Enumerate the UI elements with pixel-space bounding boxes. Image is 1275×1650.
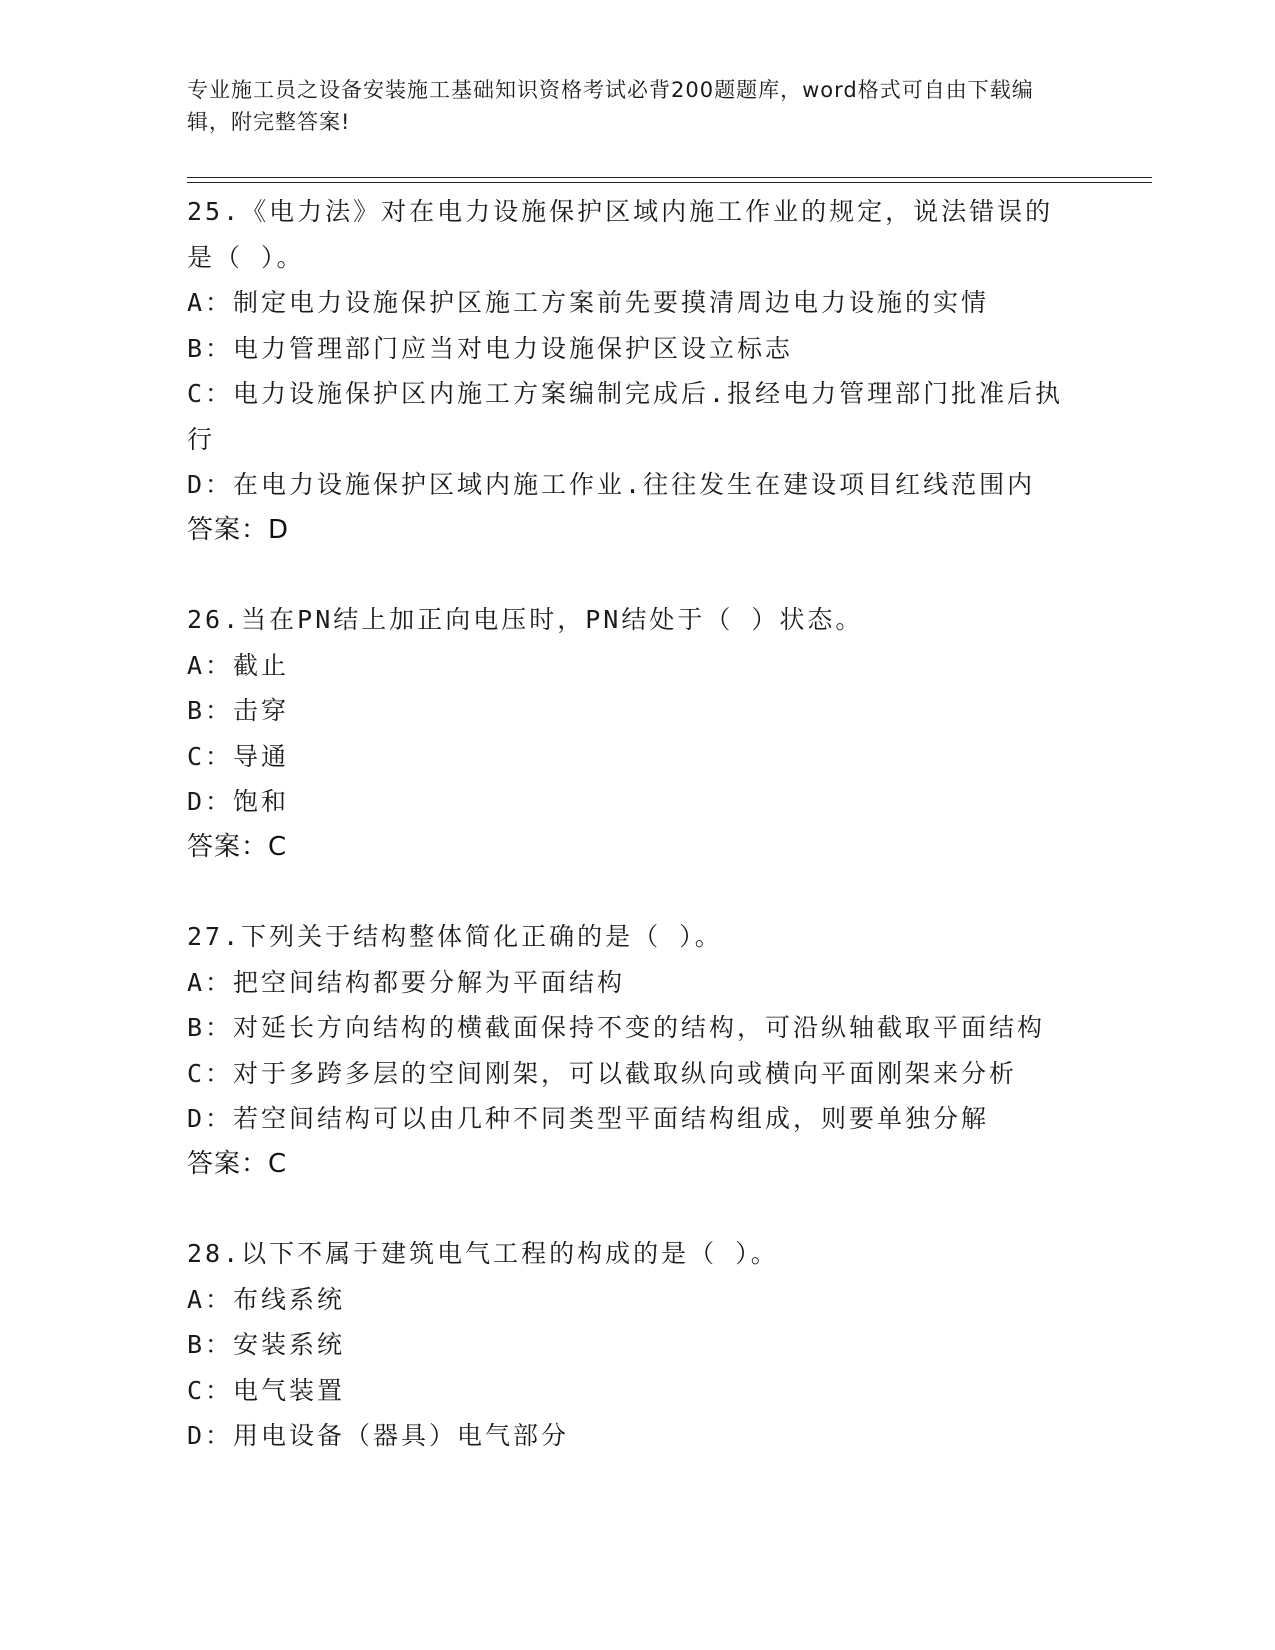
option-b: B：击穿 [187,696,290,725]
option-c: C：电气装置 [187,1375,346,1405]
header-rule-top [187,177,1152,178]
question-stem: 25.《电力法》对在电力设施保护区域内施工作业的规定，说法错误的是（ ）。 [187,197,1054,272]
question-25 [187,189,1087,553]
option-a: A：截止 [187,650,290,680]
question-stem: 28.以下不属于建筑电气工程的构成的是（ ）。 [187,1239,779,1268]
question-stem: 26.当在PN结上加正向电压时，PN结处于（ ）状态。 [187,605,864,634]
question-stem: 27.下列关于结构整体简化正确的是（ ）。 [187,922,723,951]
option-b: B：对延长方向结构的横截面保持不变的结构，可沿纵轴截取平面结构 [187,1013,1046,1042]
header-rule-bottom [187,182,1152,183]
option-d: D：饱和 [187,787,290,816]
option-c: C：导通 [187,741,290,771]
option-a: A：把空间结构都要分解为平面结构 [187,967,626,997]
question-27 [187,914,1087,1187]
option-b: B：电力管理部门应当对电力设施保护区设立标志 [187,333,794,363]
answer-label: 答案：C [187,831,288,862]
option-c: C：电力设施保护区内施工方案编制完成后.报经电力管理部门批准后执行 [187,379,1064,454]
option-c: C：对于多跨多层的空间刚架，可以截取纵向或横向平面刚架来分析 [187,1058,1018,1088]
question-26 [187,597,1087,870]
option-d: D：用电设备（器具）电气部分 [187,1421,570,1450]
document-header: 专业施工员之设备安装施工基础知识资格考试必背200题题库，word格式可自由下载编辑，附完整答案! [187,78,1034,134]
option-a: A：布线系统 [187,1284,346,1314]
question-28 [187,1231,1087,1459]
option-d: D：在电力设施保护区域内施工作业.往往发生在建设项目红线范围内 [187,470,1036,499]
answer-label: 答案：C [187,1148,288,1179]
answer-label: 答案：D [187,514,290,545]
option-b: B：安装系统 [187,1330,346,1359]
question-list [187,189,1087,1459]
option-d: D：若空间结构可以由几种不同类型平面结构组成，则要单独分解 [187,1104,990,1133]
option-a: A：制定电力设施保护区施工方案前先要摸清周边电力设施的实情 [187,288,990,317]
